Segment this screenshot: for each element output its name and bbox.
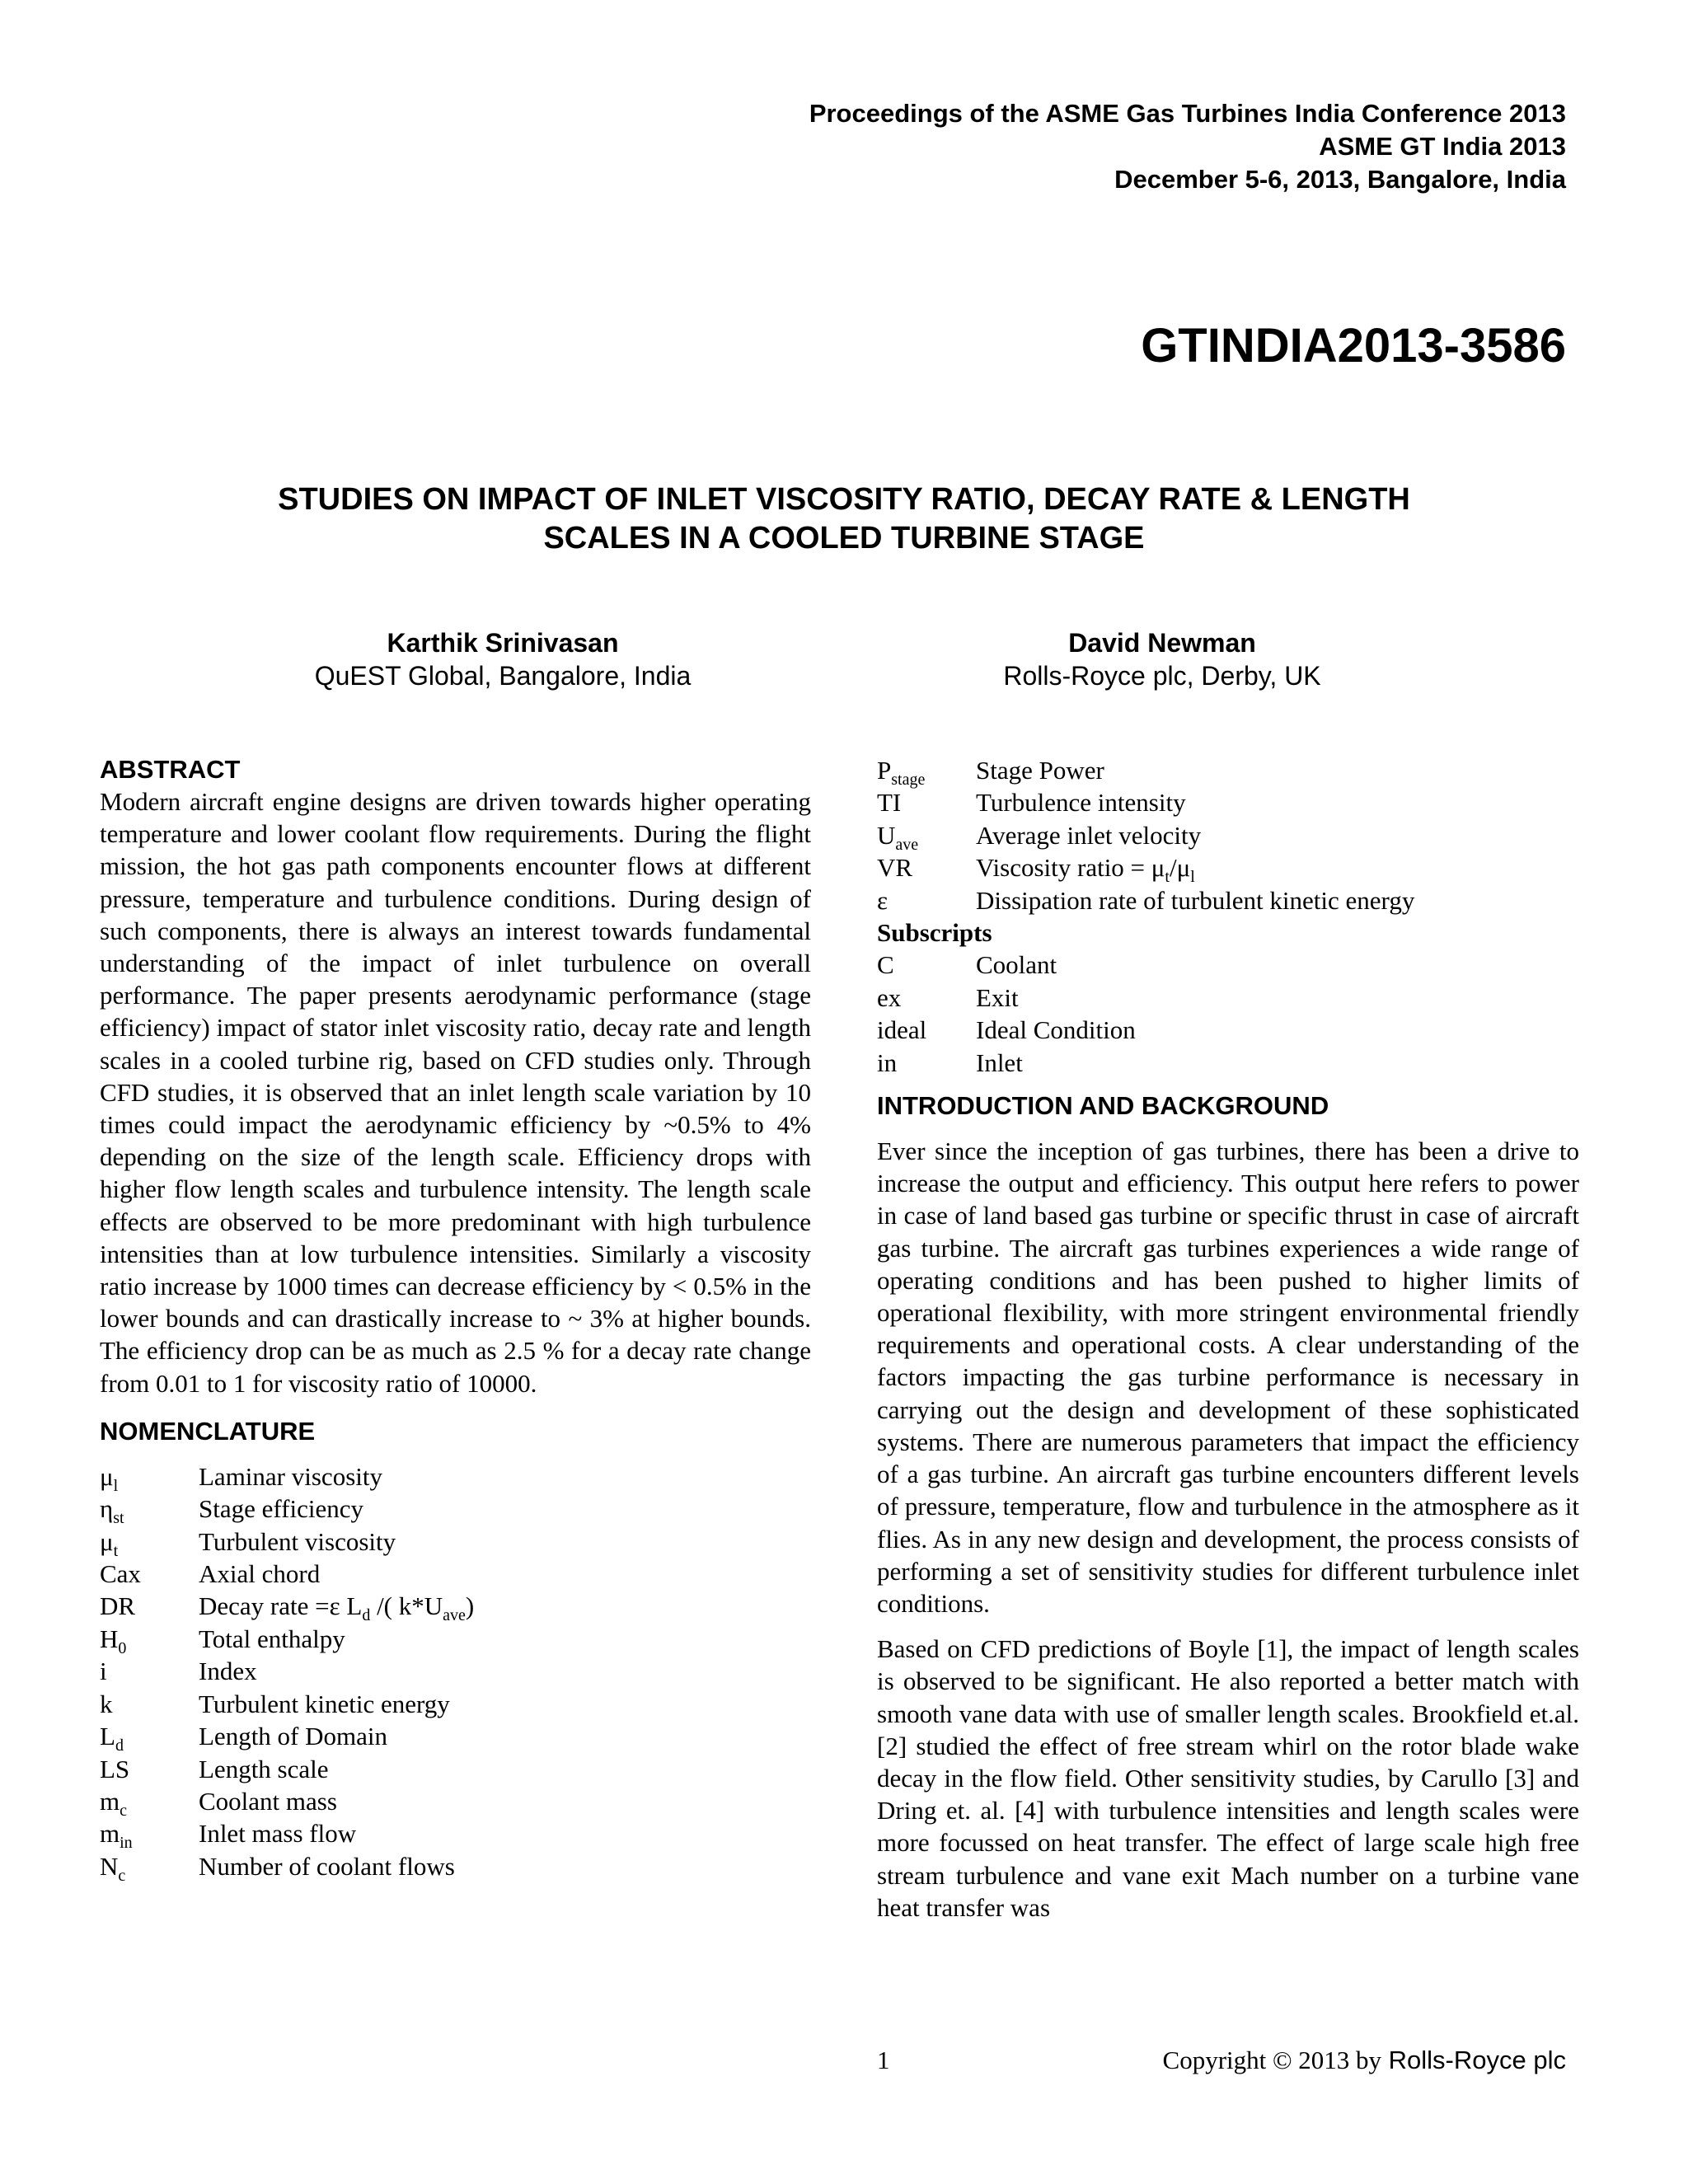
- nomenclature-row: [100, 1850, 811, 1885]
- nomenclature-description: Coolant: [976, 950, 1057, 980]
- nomenclature-row: [100, 1785, 811, 1821]
- subscript-row: [877, 982, 1579, 1014]
- conference-date-location: December 5-6, 2013, Bangalore, India: [1114, 165, 1566, 194]
- author-block: [214, 626, 791, 692]
- nomenclature-symbol: i: [100, 1657, 107, 1686]
- nomenclature-description: Total enthalpy: [199, 1624, 345, 1653]
- nomenclature-symbol: $P_{stage}$: [877, 756, 926, 790]
- nomenclature-description: Index: [199, 1657, 257, 1686]
- author-block: [874, 626, 1451, 692]
- nomenclature-row: [877, 851, 1579, 887]
- nomenclature-row: [877, 884, 1579, 916]
- nomenclature-description: Inlet mass flow: [199, 1819, 357, 1849]
- nomenclature-symbol: $\mu_l$: [100, 1461, 119, 1496]
- paper-title-line-2: SCALES IN A COOLED TURBINE STAGE: [543, 521, 1145, 555]
- introduction-paragraph-1: Ever since the inception of gas turbines, there has been a drive to increase the output and efficiency. This output here refers to power in case of land based gas turbine or specific thrust in case of aircraft gas turbine. The aircraft gas turbines experiences a wide range of operating conditions and has been pushed to higher limits of operational flexibility, with more stringent environmental friendly requirements and operational costs. A clear understanding of the factors impacting the gas turbine performance is necessary in carrying out the design and development of these sophisticated systems. There are numerous parameters that impact the efficiency of a gas turbine. An aircraft gas turbine encounters different levels of pressure, temperature, flow and turbulence in the atmosphere as it flies. As in any new design and development, the process consists of performing a set of sensitivity studies for different turbulence inlet conditions.: [877, 1137, 1579, 1618]
- copyright-notice: [1163, 2044, 1566, 2077]
- nomenclature-row: [100, 1688, 811, 1720]
- author-affiliation: Rolls-Royce plc, Derby, UK: [1003, 661, 1321, 691]
- nomenclature-symbol: VR: [877, 853, 913, 883]
- nomenclature-symbol: DR: [100, 1591, 136, 1621]
- copyright-owner: Rolls-Royce plc: [1381, 2046, 1566, 2074]
- nomenclature-row: [100, 1590, 811, 1625]
- conference-header: [809, 97, 1566, 196]
- nomenclature-description: Decay rate =ε $L_d$ /( $k*U_{ave}$): [199, 1591, 475, 1625]
- paper-id: GTINDIA2013-3586: [1141, 319, 1566, 373]
- nomenclature-row: [100, 1526, 811, 1558]
- nomenclature-description: Length of Domain: [199, 1722, 388, 1751]
- nomenclature-symbol: ideal: [877, 1015, 927, 1045]
- nomenclature-description: Axial chord: [199, 1559, 321, 1589]
- author-affiliation: QuEST Global, Bangalore, India: [314, 661, 692, 691]
- page-number: 1: [877, 2046, 890, 2074]
- nomenclature-row: [100, 1753, 811, 1785]
- nomenclature-description: Coolant mass: [199, 1786, 337, 1816]
- abstract-heading: ABSTRACT: [100, 755, 241, 784]
- nomenclature-symbol: C: [877, 950, 894, 980]
- nomenclature-description: Number of coolant flows: [199, 1851, 455, 1881]
- subscripts-list: [877, 949, 1579, 1079]
- subscripts-heading: Subscripts: [877, 918, 992, 948]
- nomenclature-row: [100, 1493, 811, 1528]
- nomenclature-symbol: ex: [877, 982, 902, 1012]
- nomenclature-row: [100, 1558, 811, 1590]
- nomenclature-description: Inlet: [976, 1047, 1023, 1077]
- author-name: Karthik Srinivasan: [387, 628, 619, 658]
- nomenclature-row: [100, 1720, 811, 1755]
- nomenclature-heading: NOMENCLATURE: [100, 1416, 316, 1446]
- nomenclature-row: [877, 754, 1579, 790]
- nomenclature-description: Ideal Condition: [976, 1015, 1136, 1045]
- nomenclature-row: [100, 1655, 811, 1687]
- nomenclature-list: [100, 1460, 811, 1885]
- nomenclature-symbol: LS: [100, 1754, 130, 1783]
- nomenclature-symbol: ε: [877, 885, 889, 915]
- introduction-paragraph-2: Based on CFD predictions of Boyle [1], the impact of length scales is observed to be significant. He also reported a better match with smooth vane data with use of smaller length scales. Brookfield et.al. [2] studied the effect of free stream whirl on the rotor blade wake decay in the flow field. Other sensitivity studies, by Carullo [3] and Dring et. al. [4] with turbulence intensities and length scales were more focussed on heat transfer. The effect of large scale high free stream turbulence and vane exit Mach number on a turbine vane heat transfer was: [877, 1634, 1579, 1922]
- nomenclature-symbol: $U_{ave}$: [877, 820, 919, 854]
- nomenclature-description: Length scale: [199, 1754, 329, 1783]
- nomenclature-symbol: $\mu_t$: [100, 1526, 119, 1560]
- nomenclature-symbol: TI: [877, 788, 902, 818]
- conference-name: Proceedings of the ASME Gas Turbines India Conference 2013: [809, 99, 1566, 128]
- nomenclature-description: Turbulence intensity: [976, 788, 1186, 818]
- nomenclature-description: Viscosity ratio = $\mu_t/\mu_l$: [976, 853, 1195, 887]
- nomenclature-description: Stage efficiency: [199, 1494, 363, 1524]
- nomenclature-symbol: k: [100, 1689, 113, 1718]
- copyright-prefix: Copyright © 2013 by: [1162, 2046, 1382, 2074]
- nomenclature-description: Dissipation rate of turbulent kinetic energy: [976, 885, 1415, 915]
- nomenclature-symbol: $N_c$: [100, 1851, 126, 1885]
- nomenclature-row: [100, 1460, 811, 1496]
- abstract-text: Modern aircraft engine designs are driven towards higher operating temperature and lower coolant flow requirements. During the flight mission, the hot gas path components encounter flows at different pressure, temperature and turbulence conditions. During design of such components, there is always an interest towards fundamental understanding of the impact of inlet turbulence on overall performance. The paper presents aerodynamic performance (stage efficiency) impact of stator inlet viscosity ratio, decay rate and length scales in a cooled turbine rig, based on CFD studies only. Through CFD studies, it is observed that an inlet length scale variation by 10 times could impact the aerodynamic efficiency by ~0.5% to 4% depending on the size of the length scale. Efficiency drops with higher flow length scales and turbulence intensity. The length scale effects are observed to be more predominant with high turbulence intensities than at low turbulence intensities. Similarly a viscosity ratio increase by 1000 times can decrease efficiency by < 0.5% in the lower bounds and can drastically increase to ~ 3% at higher bounds. The efficiency drop can be as much as 2.5 % for a decay rate change from 0.01 to 1 for viscosity ratio of 10000.: [100, 787, 811, 1398]
- nomenclature-list-continued: [877, 754, 1579, 916]
- nomenclature-description: Stage Power: [976, 756, 1104, 785]
- nomenclature-symbol: $m_c$: [100, 1786, 128, 1821]
- nomenclature-row: [100, 1623, 811, 1658]
- nomenclature-symbol: $\eta_{st}$: [100, 1494, 124, 1528]
- nomenclature-symbol: $L_d$: [100, 1722, 124, 1755]
- right-column: [877, 754, 1579, 1924]
- conference-short-name: ASME GT India 2013: [1319, 132, 1566, 161]
- nomenclature-symbol: $H_0$: [100, 1624, 127, 1658]
- subscript-row: [877, 1014, 1579, 1046]
- nomenclature-description: Turbulent kinetic energy: [199, 1689, 450, 1718]
- subscript-row: [877, 949, 1579, 981]
- nomenclature-symbol: in: [877, 1047, 898, 1077]
- subscript-row: [877, 1047, 1579, 1079]
- nomenclature-description: Average inlet velocity: [976, 820, 1202, 850]
- nomenclature-symbol: $m_{in}$: [100, 1819, 133, 1853]
- nomenclature-description: Exit: [976, 982, 1019, 1012]
- introduction-heading: INTRODUCTION AND BACKGROUND: [877, 1091, 1329, 1121]
- nomenclature-row: [877, 786, 1579, 818]
- paper-title-line-1: STUDIES ON IMPACT OF INLET VISCOSITY RATIO, DECAY RATE & LENGTH: [278, 482, 1410, 517]
- nomenclature-row: [877, 819, 1579, 854]
- nomenclature-description: Laminar viscosity: [199, 1461, 382, 1491]
- nomenclature-symbol: Cax: [100, 1559, 141, 1589]
- left-column: [100, 754, 811, 1885]
- nomenclature-description: Turbulent viscosity: [199, 1526, 396, 1556]
- nomenclature-row: [100, 1817, 811, 1853]
- author-name: David Newman: [1068, 628, 1256, 658]
- paper-title: [0, 480, 1688, 558]
